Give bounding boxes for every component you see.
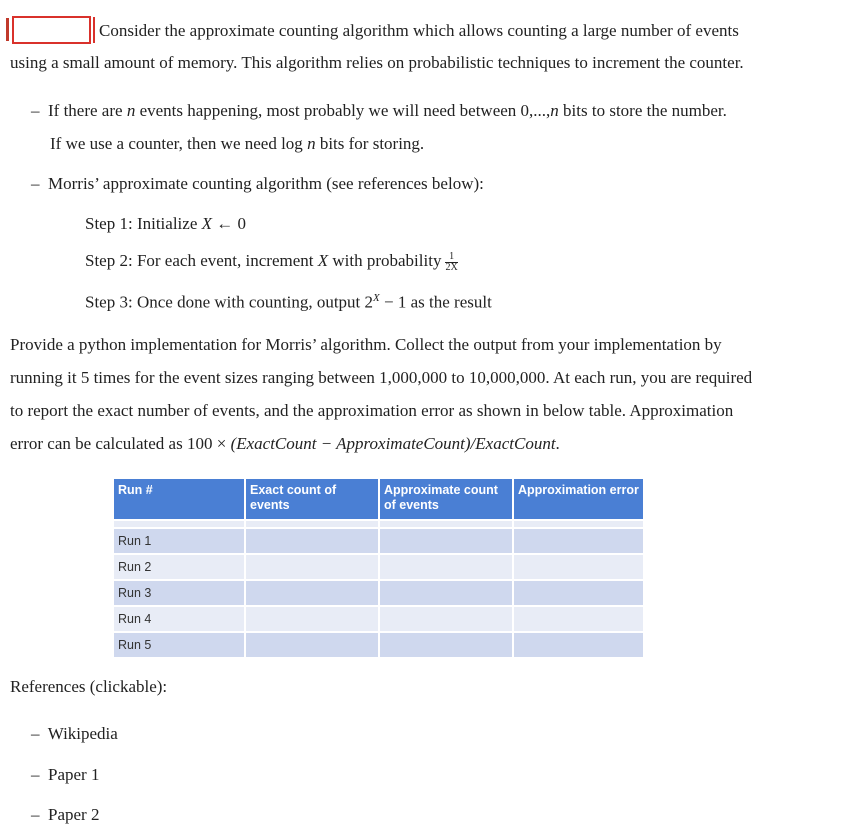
table-row: [114, 521, 643, 527]
bullet-1-line-2: If we use a counter, then we need log n bits for storing.: [50, 134, 425, 153]
header-run: Run #: [114, 479, 244, 519]
results-table: [112, 477, 645, 659]
table-row: [114, 529, 643, 553]
table-row: [114, 555, 643, 579]
reference-item-paper-1: – Paper 1: [31, 765, 100, 784]
run-label: Run 1: [114, 529, 244, 553]
approx-cell: [380, 555, 512, 579]
task-line-4: error can be calculated as 100 × (ExactCount − ApproximateCount)/ExactCount.: [10, 434, 560, 453]
error-cell: [514, 607, 643, 631]
exact-cell: [246, 555, 378, 579]
exact-cell: [246, 581, 378, 605]
step-1: Step 1: Initialize X ← 0: [85, 214, 246, 233]
table-row: [114, 633, 643, 657]
intro-line-2: using a small amount of memory. This algorithm relies on probabilistic techniques to increment the counter.: [10, 53, 744, 72]
task-line-1: Provide a python implementation for Morris’ algorithm. Collect the output from your implementation by: [10, 335, 722, 354]
bullet-dash: –: [31, 101, 40, 120]
table-header-row: [114, 479, 643, 519]
error-cell: [514, 633, 643, 657]
error-cell: [514, 555, 643, 579]
probability-fraction: $\frac{1}{2X}$: [445, 250, 458, 273]
approx-cell: [380, 607, 512, 631]
run-label: Run 2: [114, 555, 244, 579]
table-row: [114, 607, 643, 631]
header-exact-count: Exact count of events: [246, 479, 378, 519]
exact-cell: [246, 607, 378, 631]
bullet-1: – If there are n events happening, most probably we will need between 0,...,n bits to store the number.: [31, 101, 727, 120]
references-title: References (clickable):: [10, 677, 168, 696]
bullet-2: – Morris’ approximate counting algorithm (see references below):: [31, 174, 484, 193]
reference-link-wikipedia[interactable]: Wikipedia: [47, 724, 118, 743]
approx-cell: [380, 581, 512, 605]
approx-cell: [380, 633, 512, 657]
run-label: Run 3: [114, 581, 244, 605]
header-approx-count: Approximate count of events: [380, 479, 512, 519]
text-cursor: [93, 17, 95, 43]
reference-item-wikipedia: – Wikipedia: [31, 724, 118, 743]
bullet-dash: –: [31, 174, 40, 193]
error-cell: [514, 581, 643, 605]
error-formula: (ExactCount − ApproximateCount)/ExactCount: [230, 434, 556, 453]
exact-cell: [246, 633, 378, 657]
redaction-box: [12, 16, 91, 44]
reference-item-paper-2: – Paper 2: [31, 805, 100, 824]
table-row: [114, 581, 643, 605]
task-line-3: to report the exact number of events, and the approximation error as shown in below table. Approximation: [10, 401, 734, 420]
run-label: Run 4: [114, 607, 244, 631]
run-label: Run 5: [114, 633, 244, 657]
header-approx-error: Approximation error: [514, 479, 643, 519]
task-line-2: running it 5 times for the event sizes ranging between 1,000,000 to 10,000,000. At each run, you are required: [10, 368, 753, 387]
red-margin-mark: [6, 18, 9, 41]
approx-cell: [380, 529, 512, 553]
error-cell: [514, 529, 643, 553]
exact-cell: [246, 529, 378, 553]
reference-link-paper-1[interactable]: Paper 1: [48, 765, 100, 784]
step-3: Step 3: Once done with counting, output $2^X - 1$ as the result: [85, 292, 492, 312]
step-2: Step 2: For each event, increment X with probability $\frac{1}{2X}$: [85, 250, 458, 273]
intro-line-1: Consider the approximate counting algorithm which allows counting a large number of events: [99, 21, 739, 40]
reference-link-paper-2[interactable]: Paper 2: [48, 805, 100, 824]
